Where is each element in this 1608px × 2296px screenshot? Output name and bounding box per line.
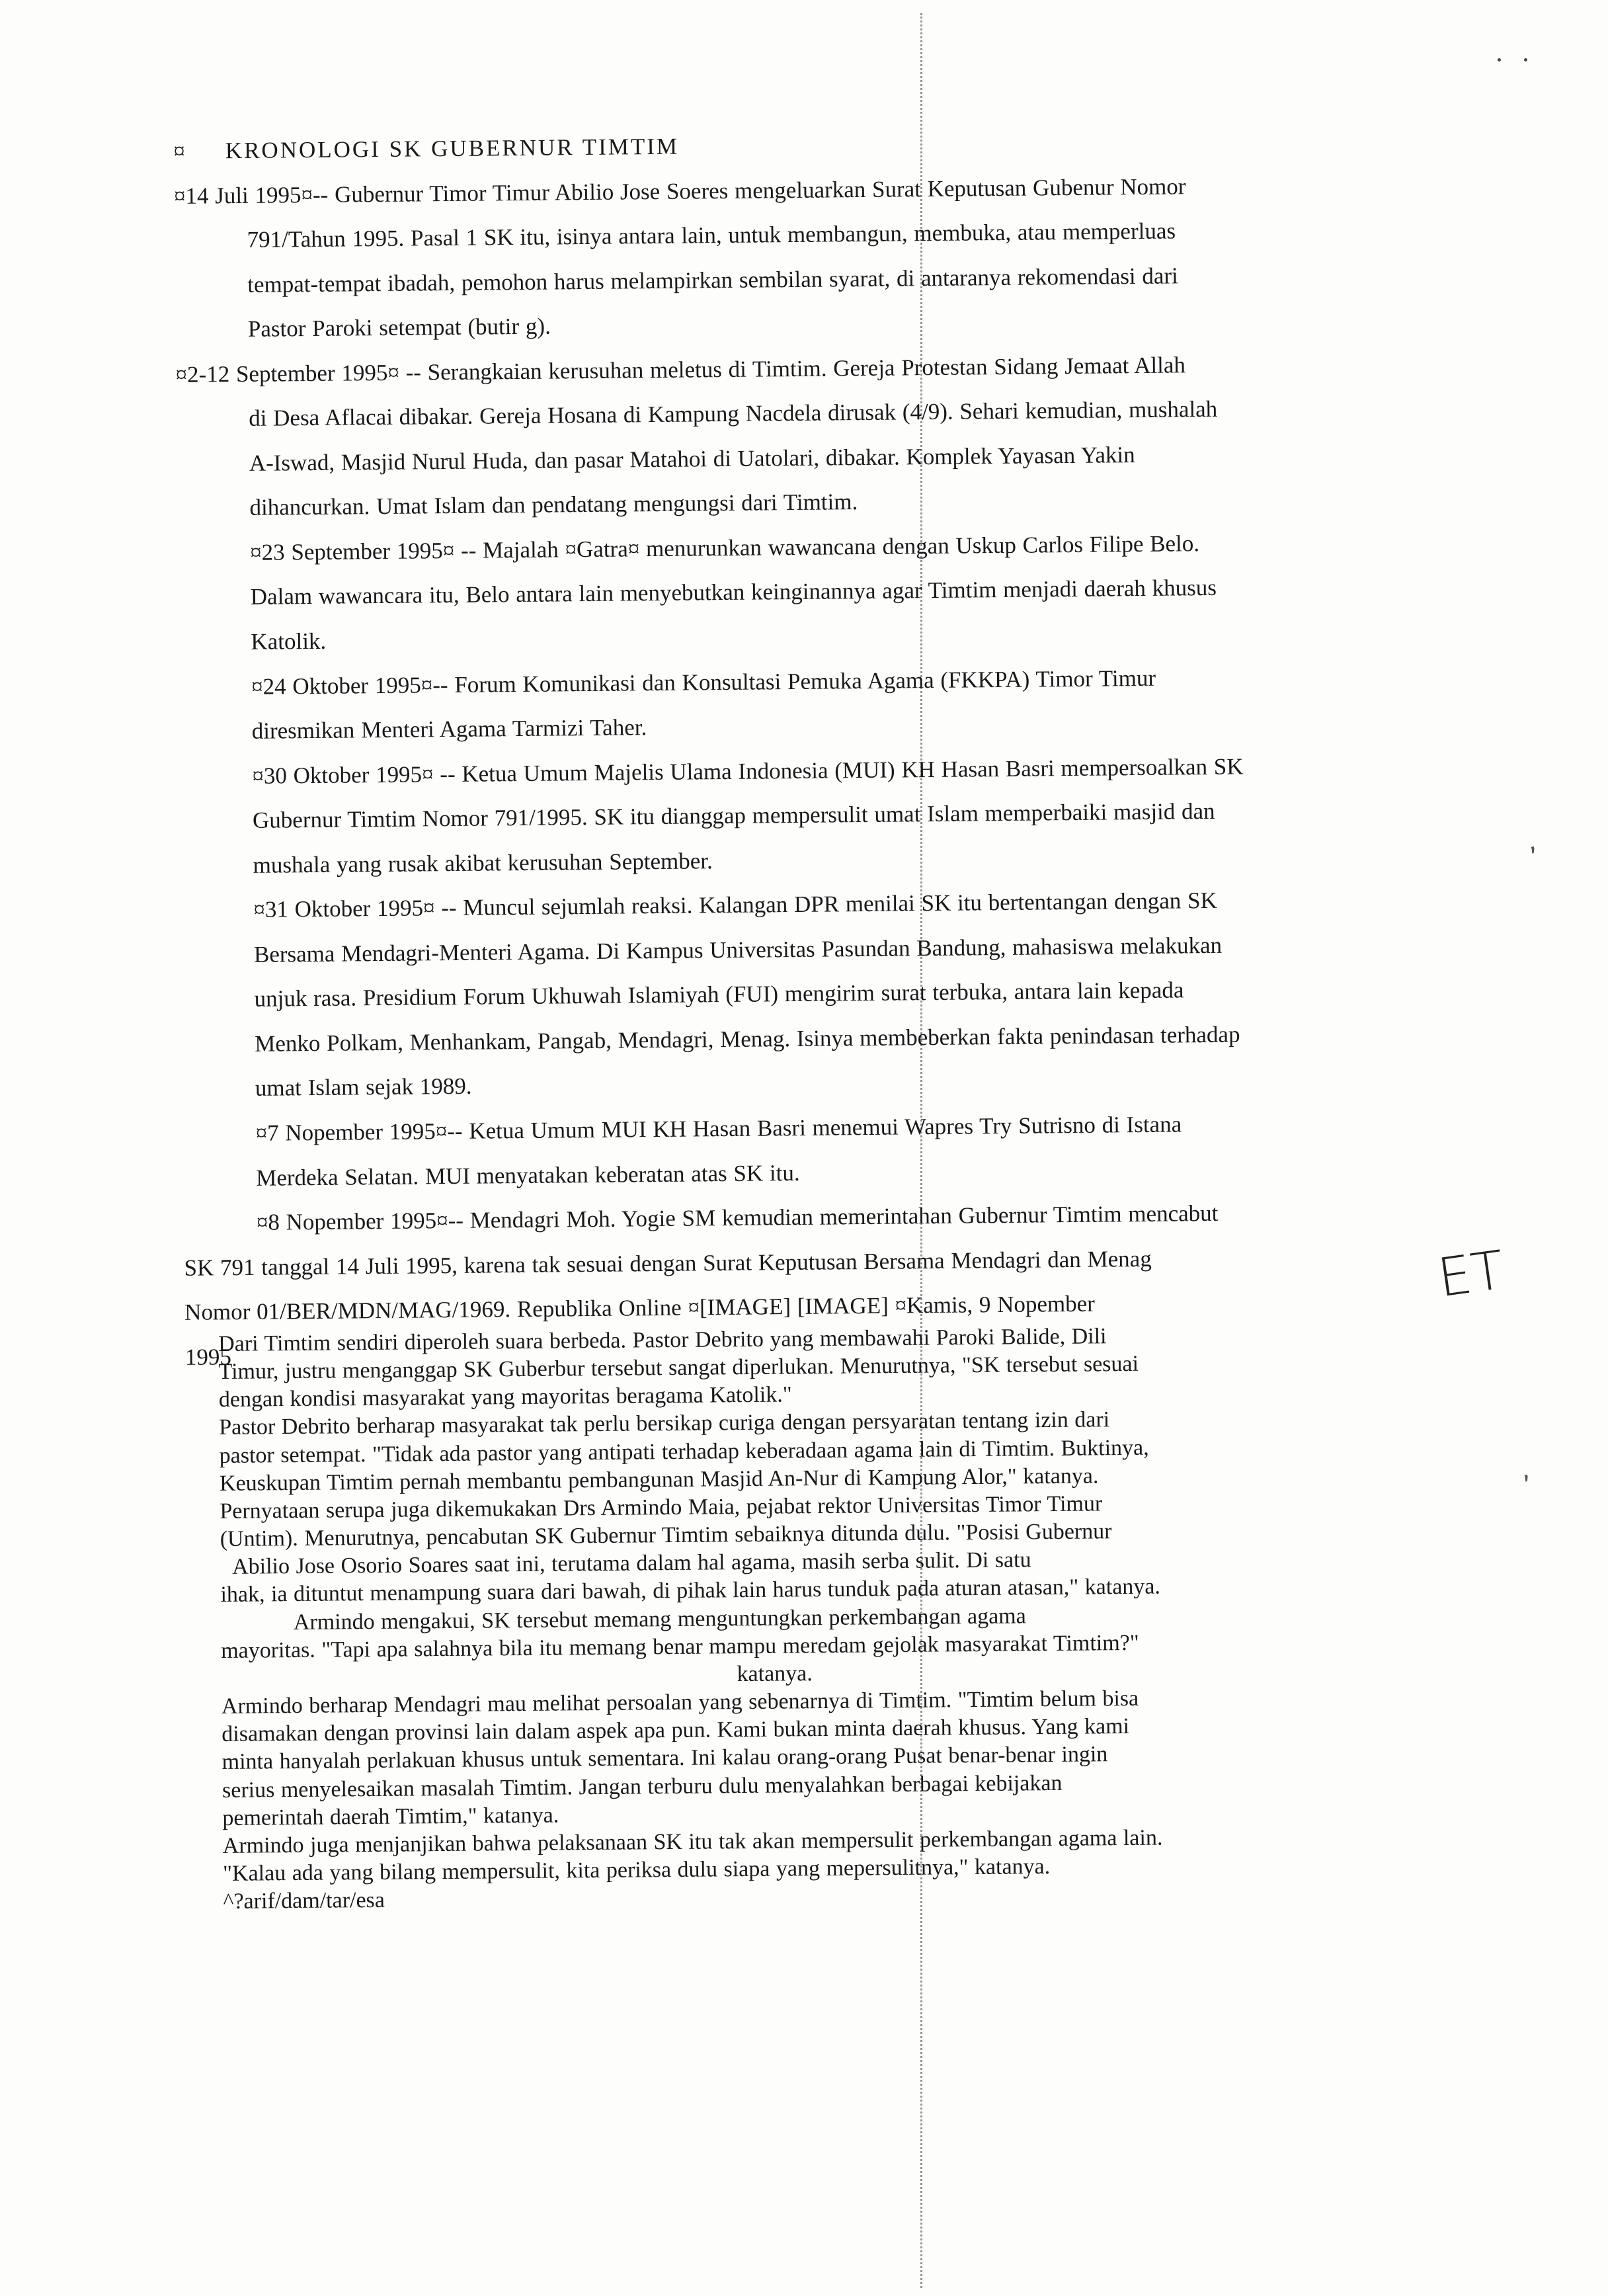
chronology-line: SK 791 tanggal 14 Juli 1995, karena tak sesuai dengan Surat Keputusan Bersama Mendagri dan Menag [184,1245,1152,1281]
title-text: KRONOLOGI SK GUBERNUR TIMTIM [225,133,680,164]
chronology-line: Bersama Mendagri-Menteri Agama. Di Kampus Universitas Pasundan Bandung, mahasiswa melakukan [253,932,1223,967]
article-line: katanya. [737,1661,813,1687]
margin-mark: , [1509,1452,1538,1488]
chronology-line: ¤23 September 1995¤ -- Majalah ¤Gatra¤ menurunkan wawancana dengan Uskup Carlos Filipe Belo. [249,530,1200,565]
chronology-line: dihancurkan. Umat Islam dan pendatang mengungsi dari Timtim. [249,489,858,521]
scan-speck [1524,58,1527,62]
chronology-line: ¤7 Nopember 1995¤-- Ketua Umum MUI KH Hasan Basri menemui Wapres Try Sutrisno di Istana [255,1111,1182,1146]
article-line: Timur, justru menganggap SK Guberbur tersebut sangat diperlukan. Menurutnya, "SK tersebut sesuai [218,1352,1139,1385]
article-line: mayoritas. "Tapi apa salahnya bila itu memang benar mampu meredam gejolak masyarakat Timtim?" [221,1630,1139,1663]
chronology-line: mushala yang rusak akibat kerusuhan September. [253,847,713,878]
chronology-line: diresmikan Menteri Agama Tarmizi Taher. [251,714,647,745]
article-line: pemerintah daerah Timtim," katanya. [222,1803,559,1830]
chronology-line: di Desa Aflacai dibakar. Gereja Hosana di Kampung Nacdela dirusak (4/9). Sehari kemudian, mushalah [249,396,1218,432]
article-line: Abilio Jose Osorio Soares saat ini, terutama dalam hal agama, masih serba sulit. Di satu [231,1547,1031,1580]
scan-speck [1498,58,1501,62]
chronology-line: Menko Polkam, Menhankam, Pangab, Mendagri, Menag. Isinya membeberkan fakta penindasan terhadap [255,1021,1240,1057]
article-line: ihak, ia dituntut menampung suara dari bawah, di pihak lain harus tunduk pada aturan atasan," katanya. [220,1574,1161,1608]
handwritten-annotation: ET [1434,1239,1508,1309]
chronology-line: tempat-tempat ibadah, pemohon harus melampirkan sembilan syarat, di antaranya rekomendasi dari [247,263,1178,298]
article-line: Armindo berharap Mendagri mau melihat persoalan yang sebenarnya di Timtim. "Timtim belum bisa [221,1686,1139,1719]
chronology-line: Dalam wawancara itu, Belo antara lain menyebutkan keinginannya agar Timtim menjadi daerah khusus [250,575,1217,610]
article-line: Armindo juga menjanjikan bahwa pelaksanaan SK itu tak akan mempersulit perkembangan agama lain. [222,1825,1163,1858]
chronology-line: Nomor 01/BER/MDN/MAG/1969. Republika Online ¤[IMAGE] [IMAGE] ¤Kamis, 9 Nopember [184,1290,1096,1326]
chronology-line: ¤2-12 September 1995¤ -- Serangkaian kerusuhan meletus di Timtim. Gereja Protestan Sidang Jemaat Allah [175,352,1186,388]
bullet-symbol: ¤ [173,138,188,164]
chronology-section [173,117,1415,1379]
article-line: pastor setempat. "Tidak ada pastor yang antipati terhadap keberadaan agama lain di Timtim. Buktinya, [219,1435,1149,1468]
chronology-line: ¤30 Oktober 1995¤ -- Ketua Umum Majelis Ulama Indonesia (MUI) KH Hasan Basri mempersoalkan SK [252,753,1244,789]
article-line: dengan kondisi masyarakat yang mayoritas beragama Katolik." [218,1382,792,1413]
chronology-line: A-Iswad, Masjid Nurul Huda, dan pasar Matahoi di Uatolari, dibakar. Komplek Yayasan Yakin [249,441,1135,476]
article-section [218,1320,1414,1916]
article-line: ^?arif/dam/tar/esa [223,1887,385,1914]
article-line: Dari Timtim sendiri diperoleh suara berbeda. Pastor Debrito yang membawahi Paroki Balide, Dili [218,1324,1107,1356]
article-line: minta hanyalah perlakuan khusus untuk sementara. Ini kalau orang-orang Pusat benar-benar ingin [221,1742,1108,1775]
chronology-line: unjuk rasa. Presidium Forum Ukhuwah Islamiyah (FUI) mengirim surat terbuka, antara lain kepada [254,977,1184,1012]
article-line: "Kalau ada yang bilang mempersulit, kita periksa dulu siapa yang mepersulitnya," katanya. [223,1854,1051,1886]
chronology-line: Gubernur Timtim Nomor 791/1995. SK itu dianggap mempersulit umat Islam memperbaiki masjid dan [252,798,1215,834]
chronology-line: ¤24 Oktober 1995¤-- Forum Komunikasi dan Konsultasi Pemuka Agama (FKKPA) Timor Timur [251,665,1156,700]
article-line: disamakan dengan provinsi lain dalam aspek apa pun. Kami bukan minta daerah khusus. Yang kami [221,1714,1130,1747]
margin-mark: , [1515,824,1545,860]
chronology-line: Merdeka Selatan. MUI menyatakan keberatan atas SK itu. [256,1159,800,1191]
chronology-line: Katolik. [251,628,327,655]
article-line: serius menyelesaikan masalah Timtim. Jangan terburu dulu menyalahkan berbagai kebijakan [221,1770,1063,1803]
chronology-line: ¤8 Nopember 1995¤-- Mendagri Moh. Yogie SM kemudian memerintahan Gubernur Timtim mencabut [256,1200,1219,1235]
article-line: Keuskupan Timtim pernah membantu pembangunan Masjid An-Nur di Kampung Alor," katanya. [219,1463,1099,1496]
chronology-line: 791/Tahun 1995. Pasal 1 SK itu, isinya antara lain, untuk membangun, membuka, atau memperluas [247,218,1176,253]
chronology-line: ¤31 Oktober 1995¤ -- Muncul sejumlah reaksi. Kalangan DPR menilai SK itu bertentangan dengan SK [253,887,1217,923]
chronology-line: umat Islam sejak 1989. [255,1073,472,1102]
chronology-line: ¤14 Juli 1995¤-- Gubernur Timor Timur Abilio Jose Soeres mengeluarkan Surat Keputusan Gubenur Nomor [173,173,1186,209]
article-line: (Untim). Menurutnya, pencabutan SK Gubernur Timtim sebaiknya ditunda dulu. "Posisi Gubernur [220,1519,1112,1552]
article-line: Armindo mengakui, SK tersebut memang menguntungkan perkembangan agama [293,1603,1026,1635]
chronology-line: Pastor Paroki setempat (butir g). [247,313,551,343]
article-line: Pastor Debrito berharap masyarakat tak perlu bersikap curiga dengan persyaratan tentang izin dari [219,1407,1110,1440]
chronology-line: 1995 [184,1344,232,1370]
article-line: Pernyataan serupa juga dikemukakan Drs Armindo Maia, pejabat rektor Universitas Timor Timur [220,1491,1103,1524]
